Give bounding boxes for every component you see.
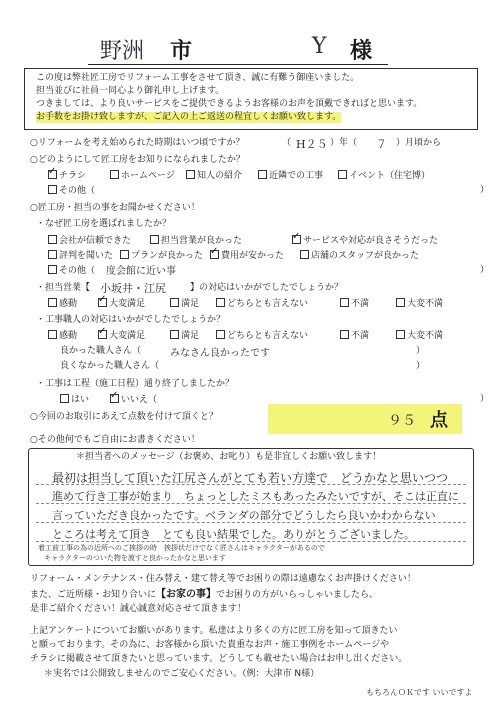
q7-label: ○今回のお取引にあえて点数を付けて頂くと？ <box>30 412 218 422</box>
checkbox[interactable] <box>60 394 69 403</box>
q3-other-answer: 度会館に近い事 <box>106 266 176 277</box>
request-para-2: と願っております。その為に、お客様から頂いた貴重なお声・施工事例をホームページや <box>30 640 390 650</box>
request-para-3: チラシに掲載させて頂きたいと思っています。どうしても載せたい場合はお申し出ください。 <box>30 654 408 664</box>
checkbox[interactable] <box>48 185 57 194</box>
customer-initial: Y <box>312 34 327 59</box>
footer-line-2 <box>30 589 378 601</box>
q2-option-flyer[interactable]: ✓チラシ <box>48 170 86 182</box>
q5-good-label: 良かった職人さん（ <box>60 346 142 356</box>
footer-line-2-em: 【お家の事】 <box>156 589 217 600</box>
handwritten-consent: もちろんＯＫです いいですよ <box>366 688 473 697</box>
q3-option-other[interactable]: その他（ <box>48 265 95 277</box>
message-line-4: ところは考えて頂き とても良い結果でした。ありがとうございました。 <box>52 528 415 541</box>
honorific: 様 <box>350 39 373 64</box>
q2-option-referral[interactable]: 知人の紹介 <box>186 170 242 182</box>
q4-label-post: 】の対応はいかがでしたでしょうか？ <box>190 283 344 293</box>
q5-option-neutral[interactable]: どちらとも言えない <box>216 330 308 342</box>
checkbox[interactable] <box>150 235 159 244</box>
q4-option-dissatisfied[interactable]: 不満 <box>340 298 369 310</box>
q5-label: ・工事職人の対応はいかがでしたでしょうか？ <box>36 315 226 325</box>
q4-option-very-dissatisfied[interactable]: 大変不満 <box>396 298 443 310</box>
q3-other-close: ） <box>480 265 490 275</box>
intro-line-3: つきましては、より良いサービスをご提供できるようお客様のお声を頂戴できればと思います。 <box>36 99 423 109</box>
checkbox[interactable] <box>48 250 57 259</box>
q2-option-homepage[interactable]: ホームページ <box>110 170 175 182</box>
checkbox[interactable] <box>48 235 57 244</box>
q4-option-very-satisfied[interactable]: ✓ 大変満足 <box>98 298 145 310</box>
checkbox[interactable] <box>170 298 179 307</box>
checkbox[interactable] <box>338 170 347 179</box>
intro-line-1: この度は弊社匠工房でリフォーム工事をさせて頂き、誠に有難う御座いました。 <box>36 73 360 83</box>
checkbox-checked[interactable] <box>292 235 301 244</box>
score-unit: 点 <box>430 410 448 431</box>
message-line-6: キャラクターのついた物を渡すと良かったかなと思います <box>44 554 226 562</box>
q1-year-suffix: ）年（ <box>330 138 358 148</box>
checkbox[interactable] <box>48 265 57 274</box>
q4-label-pre: ・担当営業【 <box>36 283 91 293</box>
q6-label: ・工事は工程（施工日程）通り終了しましたか？ <box>36 379 235 389</box>
message-line-3: 言っていただき良かったです。ベランダの部分でどうしたら良いかわからない <box>52 509 436 522</box>
q1-month-suffix: ）月頃から <box>396 138 442 148</box>
checkbox-checked[interactable] <box>110 394 119 403</box>
name-underline <box>88 64 388 65</box>
q8-label: ○その他何でもご自由にお書きください！ <box>30 435 200 445</box>
q1-month-answer: ７ <box>376 138 387 151</box>
q5-bad-close: ） <box>416 361 426 371</box>
q4-sales-name: 小坂井・江尻 <box>100 282 166 295</box>
q2-option-other[interactable]: その他（ <box>48 185 95 197</box>
intro-line-2: 担当並びに社員一同心より御礼申し上げます。 <box>36 86 225 96</box>
footer-line-1: リフォーム・メンテナンス・住み替え・建て替え等でお困りの際は遠慮なくお声掛けください！ <box>30 574 416 584</box>
message-line-1: 最初は担当して頂いた江尻さんがとても若い方達で どうかなと思いつつ <box>52 471 449 485</box>
checkbox[interactable] <box>170 330 179 339</box>
q2-label: ○どのようにして匠工房をお知りになられましたか？ <box>30 155 245 165</box>
checkbox[interactable] <box>396 298 405 307</box>
checkbox-checked[interactable] <box>48 170 57 179</box>
checkbox[interactable] <box>186 170 195 179</box>
q5-option-dissatisfied[interactable]: 不満 <box>340 330 369 342</box>
checkbox[interactable] <box>216 330 225 339</box>
message-heading: ＊担当者へのメッセージ（お褒め、お叱り）も是非宜しくお願い致します！ <box>76 452 382 462</box>
checkbox-checked[interactable] <box>210 250 219 259</box>
q5-good-answer: みなさん良かったです <box>170 348 270 359</box>
checkbox[interactable] <box>120 250 129 259</box>
q2-option-event[interactable]: イベント（住宅博） <box>338 170 430 182</box>
q1-label: ○リフォームを考え始められた時期はいつ頃ですか？ <box>30 138 245 148</box>
q5-option-moved[interactable]: 感動 <box>48 330 77 342</box>
q3-option-reputation[interactable]: 評判を聞いた <box>48 250 113 262</box>
q6-option-no[interactable]: ✓ いいえ（ <box>110 394 157 406</box>
q3-option-staff[interactable]: 店舗のスタッフが良かった <box>300 250 419 262</box>
q3-option-service[interactable]: ✓ サービスや対応が良さそうだった <box>292 235 438 247</box>
footer-line-2-pre: また、ご近所様・お知り合いに <box>30 590 157 600</box>
q3-why-label: ・なぜ匠工房を選ばれましたか？ <box>36 219 172 229</box>
message-line-5: 着工前工事の為の近所へのご挨拶の時 挨拶状だけでなく匠さんはキャラクターがあるので <box>38 544 325 552</box>
q3-option-sales[interactable]: 担当営業が良かった <box>150 235 242 247</box>
checkbox[interactable] <box>396 330 405 339</box>
q5-good-close: ） <box>416 346 426 356</box>
q2-other-close: ） <box>480 185 490 195</box>
checkbox[interactable] <box>110 170 119 179</box>
checkbox-checked[interactable] <box>98 298 107 307</box>
q2-option-nearby-work[interactable]: 近隣での工事 <box>258 170 323 182</box>
message-line-2: 進めて行き工事が始まり ちょっとしたミスもあったみたいですが、そこは正直に <box>52 490 459 503</box>
q6-no-close: ） <box>480 394 490 404</box>
checkbox-checked[interactable] <box>98 330 107 339</box>
q3-label: ○匠工房・担当の事をお聞かせください！ <box>30 203 200 213</box>
city-suffix: 市 <box>170 39 193 64</box>
checkbox[interactable] <box>300 250 309 259</box>
q4-option-satisfied[interactable]: 満足 <box>170 298 199 310</box>
q3-option-price[interactable]: ✓ 費用が安かった <box>210 250 284 262</box>
q4-option-moved[interactable]: 感動 <box>48 298 77 310</box>
q1-era-answer: H２５ <box>296 138 328 151</box>
score-value: ９５ <box>388 413 416 429</box>
q5-option-very-satisfied[interactable]: ✓ 大変満足 <box>98 330 145 342</box>
q6-option-yes[interactable]: はい <box>60 394 89 406</box>
checkbox[interactable] <box>48 330 57 339</box>
q3-option-trust[interactable]: 会社が信頼できた <box>48 235 131 247</box>
q4-option-neutral[interactable]: どちらとも言えない <box>216 298 308 310</box>
footer-line-2-post: でお困りの方がいらっしゃいましたら、 <box>216 590 379 600</box>
q5-option-very-dissatisfied[interactable]: 大変不満 <box>396 330 443 342</box>
checkbox[interactable] <box>258 170 267 179</box>
q3-option-plan[interactable]: プランが良かった <box>120 250 203 262</box>
customer-city-name: 野洲 <box>100 39 145 64</box>
request-note: ＊実名では公開致しませんのでご安心ください。（例：大津市 N様） <box>44 669 320 679</box>
request-para-1: 上記アンケートについてお願いがあります。私達はより多くの方に匠工房を知って頂きたい <box>30 626 398 636</box>
footer-line-3: 是非ご紹介ください！誠心誠意対応させて頂きます！ <box>30 604 247 614</box>
checkbox[interactable] <box>216 298 225 307</box>
q1-era-open: （ <box>282 138 292 148</box>
checkbox[interactable] <box>340 330 349 339</box>
q5-bad-label: 良くなかった職人さん（ <box>60 361 160 371</box>
intro-line-4: お手数をお掛け致しますが、ご記入の上ご返送の程宜しくお願い致します。 <box>36 112 342 122</box>
checkbox[interactable] <box>48 298 57 307</box>
checkbox[interactable] <box>340 298 349 307</box>
q5-option-satisfied[interactable]: 満足 <box>170 330 199 342</box>
